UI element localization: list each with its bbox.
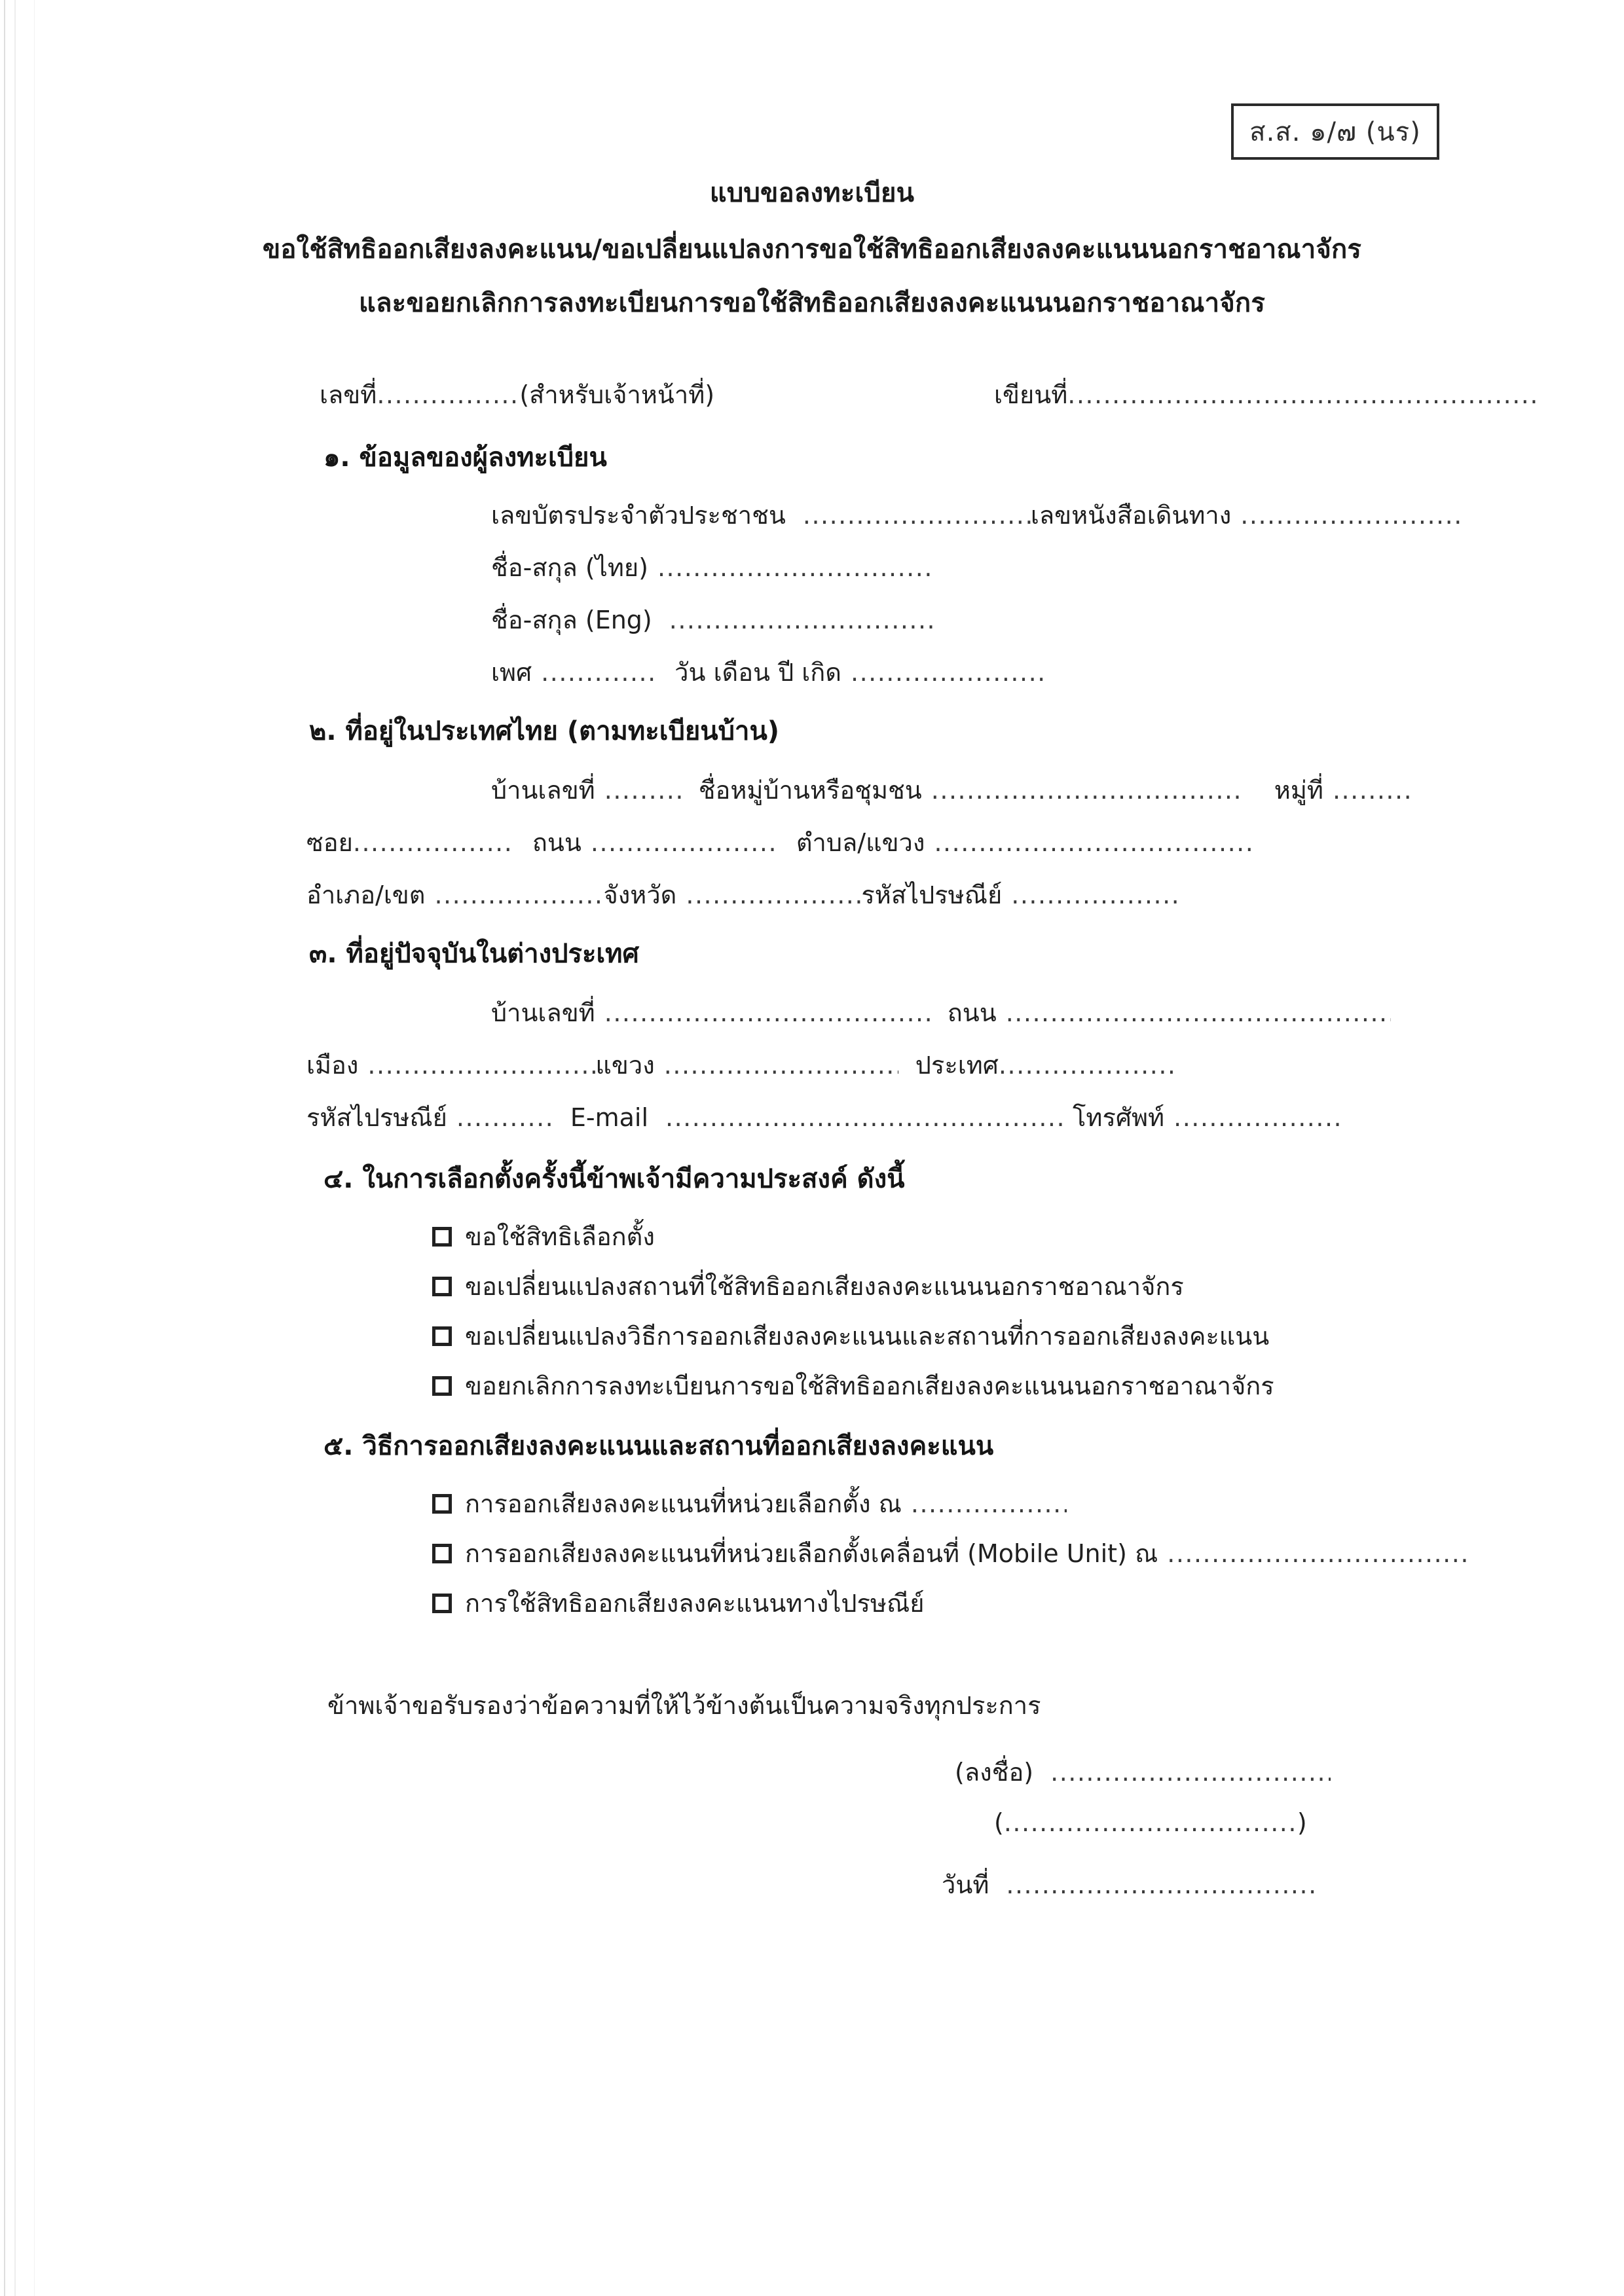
thai-province-dotted-line[interactable] [686, 881, 861, 909]
name-eng-label: ชื่อ-สกุล (Eng) [491, 606, 652, 634]
thai-moo-dotted-line[interactable] [1333, 776, 1411, 805]
gender-dotted-line[interactable] [541, 658, 657, 687]
checkbox-icon[interactable] [432, 1376, 452, 1396]
form-code-text: ส.ส. ๑/๗ (นร) [1249, 117, 1421, 147]
thai-district-dotted-line[interactable] [434, 881, 603, 909]
paren-open: ( [994, 1808, 1004, 1837]
thai-road-label: ถนน [532, 828, 581, 857]
foreign-postcode-dotted-line[interactable] [456, 1103, 553, 1132]
foreign-house-number-field[interactable] [491, 993, 1391, 1032]
checkbox-row-polling-station[interactable] [432, 1484, 1067, 1523]
gender-birthdate-field[interactable] [491, 652, 1046, 692]
checkbox-icon[interactable] [432, 1594, 452, 1613]
official-use-note: (สำหรับเจ้าหน้าที่) [519, 380, 715, 409]
checkbox-icon[interactable] [432, 1544, 452, 1563]
foreign-city-label: เมือง [306, 1051, 359, 1080]
date-dotted-line[interactable] [1006, 1870, 1319, 1899]
thai-village-dotted-line[interactable] [931, 776, 1244, 805]
email-dotted-line[interactable] [665, 1103, 1063, 1132]
written-at-label: เขียนที่ [994, 380, 1068, 409]
paren-close: ) [1297, 1808, 1307, 1837]
email-label: E-mail [570, 1103, 649, 1132]
foreign-city-dotted-line[interactable] [367, 1051, 595, 1080]
checkbox-row-change-location[interactable] [432, 1266, 1184, 1306]
page-subtitle-1: ขอใช้สิทธิออกเสียงลงคะแนน/ขอเปลี่ยนแปลงการขอใช้สิทธิออกเสียงลงคะแนนนอกราชอาณาจักร [262, 234, 1362, 264]
printed-name-dotted-line[interactable] [1004, 1808, 1297, 1837]
section-3-heading: ๓. ที่อยู่ปัจจุบันในต่างประเทศ [309, 939, 639, 969]
thai-moo-label: หมู่ที่ [1274, 776, 1323, 805]
date-field[interactable] [942, 1865, 1319, 1904]
section-2-heading: ๒. ที่อยู่ในประเทศไทย (ตามทะเบียนบ้าน) [309, 716, 780, 746]
form-code-box [1231, 103, 1439, 160]
thai-district-province-postcode-field[interactable] [306, 875, 1180, 915]
foreign-country-dotted-line[interactable] [999, 1051, 1174, 1080]
thai-soi-label: ซอย [306, 828, 353, 857]
checkbox-row-change-method-and-location[interactable] [432, 1316, 1269, 1356]
checkbox-icon[interactable] [432, 1227, 452, 1247]
passport-number-dotted-line[interactable] [1240, 501, 1460, 530]
foreign-postcode-label: รหัสไปรษณีย์ [306, 1103, 447, 1132]
foreign-state-label: แขวง [595, 1051, 655, 1080]
checkbox-row-cancel-registration[interactable] [432, 1366, 1274, 1406]
certification-text: ข้าพเจ้าขอรับรองว่าข้อความที่ให้ไว้ข้างต้นเป็นความจริงทุกประการ [327, 1691, 1041, 1720]
name-thai-label: ชื่อ-สกุล (ไทย) [491, 553, 648, 582]
phone-dotted-line[interactable] [1173, 1103, 1342, 1132]
thai-subdistrict-label: ตำบล/แขวง [796, 828, 925, 857]
name-thai-field[interactable] [491, 547, 931, 587]
thai-postcode-label: รหัสไปรษณีย์ [861, 881, 1003, 909]
name-eng-dotted-line[interactable] [669, 606, 936, 634]
name-thai-dotted-line[interactable] [657, 553, 931, 582]
checkbox-label: ขอยกเลิกการลงทะเบียนการขอใช้สิทธิออกเสียงลงคะแนนนอกราชอาณาจักร [465, 1372, 1274, 1400]
birthdate-label: วัน เดือน ปี เกิด [674, 658, 841, 687]
written-at-dotted-line[interactable] [1067, 380, 1538, 409]
name-eng-field[interactable] [491, 600, 936, 640]
national-id-label: เลขบัตรประจำตัวประชาชน [491, 501, 786, 530]
thai-soi-dotted-line[interactable] [353, 828, 515, 857]
thai-postcode-dotted-line[interactable] [1011, 881, 1180, 909]
birthdate-dotted-line[interactable] [851, 658, 1046, 687]
polling-station-dotted-line[interactable] [911, 1489, 1067, 1518]
checkbox-row-request-vote[interactable] [432, 1216, 655, 1256]
checkbox-label: การออกเสียงลงคะแนนที่หน่วยเลือกตั้ง ณ [465, 1489, 902, 1518]
document-number-label: เลขที่ [320, 380, 377, 409]
thai-house-number-dotted-line[interactable] [604, 776, 682, 805]
page-subtitle-2: และขอยกเลิกการลงทะเบียนการขอใช้สิทธิออกเสียงลงคะแนนนอกราชอาณาจักร [358, 288, 1266, 318]
foreign-state-dotted-line[interactable] [664, 1051, 898, 1080]
checkbox-icon[interactable] [432, 1494, 452, 1514]
thai-subdistrict-dotted-line[interactable] [934, 828, 1253, 857]
thai-house-number-field[interactable] [491, 770, 1411, 810]
foreign-house-number-dotted-line[interactable] [604, 998, 931, 1027]
national-id-dotted-line[interactable] [803, 501, 1031, 530]
foreign-country-label: ประเทศ [915, 1051, 999, 1080]
title-block [0, 172, 1624, 323]
written-at-field[interactable] [994, 374, 1538, 414]
checkbox-icon[interactable] [432, 1326, 452, 1346]
thai-soi-road-subdistrict-field[interactable] [306, 822, 1253, 862]
checkbox-label: ขอเปลี่ยนแปลงวิธีการออกเสียงลงคะแนนและสถานที่การออกเสียงลงคะแนน [465, 1322, 1270, 1351]
checkbox-label: ขอใช้สิทธิเลือกตั้ง [465, 1222, 655, 1251]
signature-label: (ลงชื่อ) [955, 1758, 1034, 1787]
thai-road-dotted-line[interactable] [591, 828, 779, 857]
mobile-unit-dotted-line[interactable] [1167, 1539, 1467, 1568]
checkbox-row-mobile-unit[interactable] [432, 1533, 1467, 1573]
foreign-house-number-label: บ้านเลขที่ [491, 998, 595, 1027]
phone-label: โทรศัพท์ [1073, 1103, 1165, 1132]
thai-province-label: จังหวัด [603, 881, 677, 909]
signature-dotted-line[interactable] [1050, 1758, 1331, 1787]
foreign-postcode-email-phone-field[interactable] [306, 1097, 1342, 1137]
checkbox-row-postal-vote[interactable] [432, 1583, 924, 1623]
certification-statement [327, 1685, 1041, 1725]
national-id-field[interactable] [491, 495, 1460, 535]
gender-label: เพศ [491, 658, 532, 687]
date-label: วันที่ [942, 1870, 989, 1899]
page-title: แบบขอลงทะเบียน [709, 178, 915, 208]
thai-village-label: ชื่อหมู่บ้านหรือชุมชน [698, 776, 922, 805]
thai-district-label: อำเภอ/เขต [306, 881, 426, 909]
section-5-heading: ๕. วิธีการออกเสียงลงคะแนนและสถานที่ออกเสียงลงคะแนน [323, 1431, 994, 1461]
foreign-city-state-country-field[interactable] [306, 1045, 1174, 1085]
document-number-field[interactable] [320, 374, 714, 414]
checkbox-label: การใช้สิทธิออกเสียงลงคะแนนทางไปรษณีย์ [465, 1589, 925, 1618]
checkbox-icon[interactable] [432, 1277, 452, 1296]
thai-house-number-label: บ้านเลขที่ [491, 776, 595, 805]
printed-name-field[interactable] [994, 1808, 1307, 1837]
section-4-heading: ๔. ในการเลือกตั้งครั้งนี้ข้าพเจ้ามีความประสงค์ ดังนี้ [323, 1164, 905, 1194]
section-1-heading: ๑. ข้อมูลของผู้ลงทะเบียน [323, 443, 607, 473]
checkbox-label: ขอเปลี่ยนแปลงสถานที่ใช้สิทธิออกเสียงลงคะแนนนอกราชอาณาจักร [465, 1272, 1184, 1301]
foreign-road-dotted-line[interactable] [1006, 998, 1391, 1027]
checkbox-label: การออกเสียงลงคะแนนที่หน่วยเลือกตั้งเคลื่อนที่ (Mobile Unit) ณ [465, 1539, 1158, 1568]
signature-field[interactable] [955, 1752, 1331, 1792]
passport-number-label: เลขหนังสือเดินทาง [1030, 501, 1232, 530]
foreign-road-label: ถนน [947, 998, 997, 1027]
document-number-dotted-line[interactable] [377, 380, 519, 409]
